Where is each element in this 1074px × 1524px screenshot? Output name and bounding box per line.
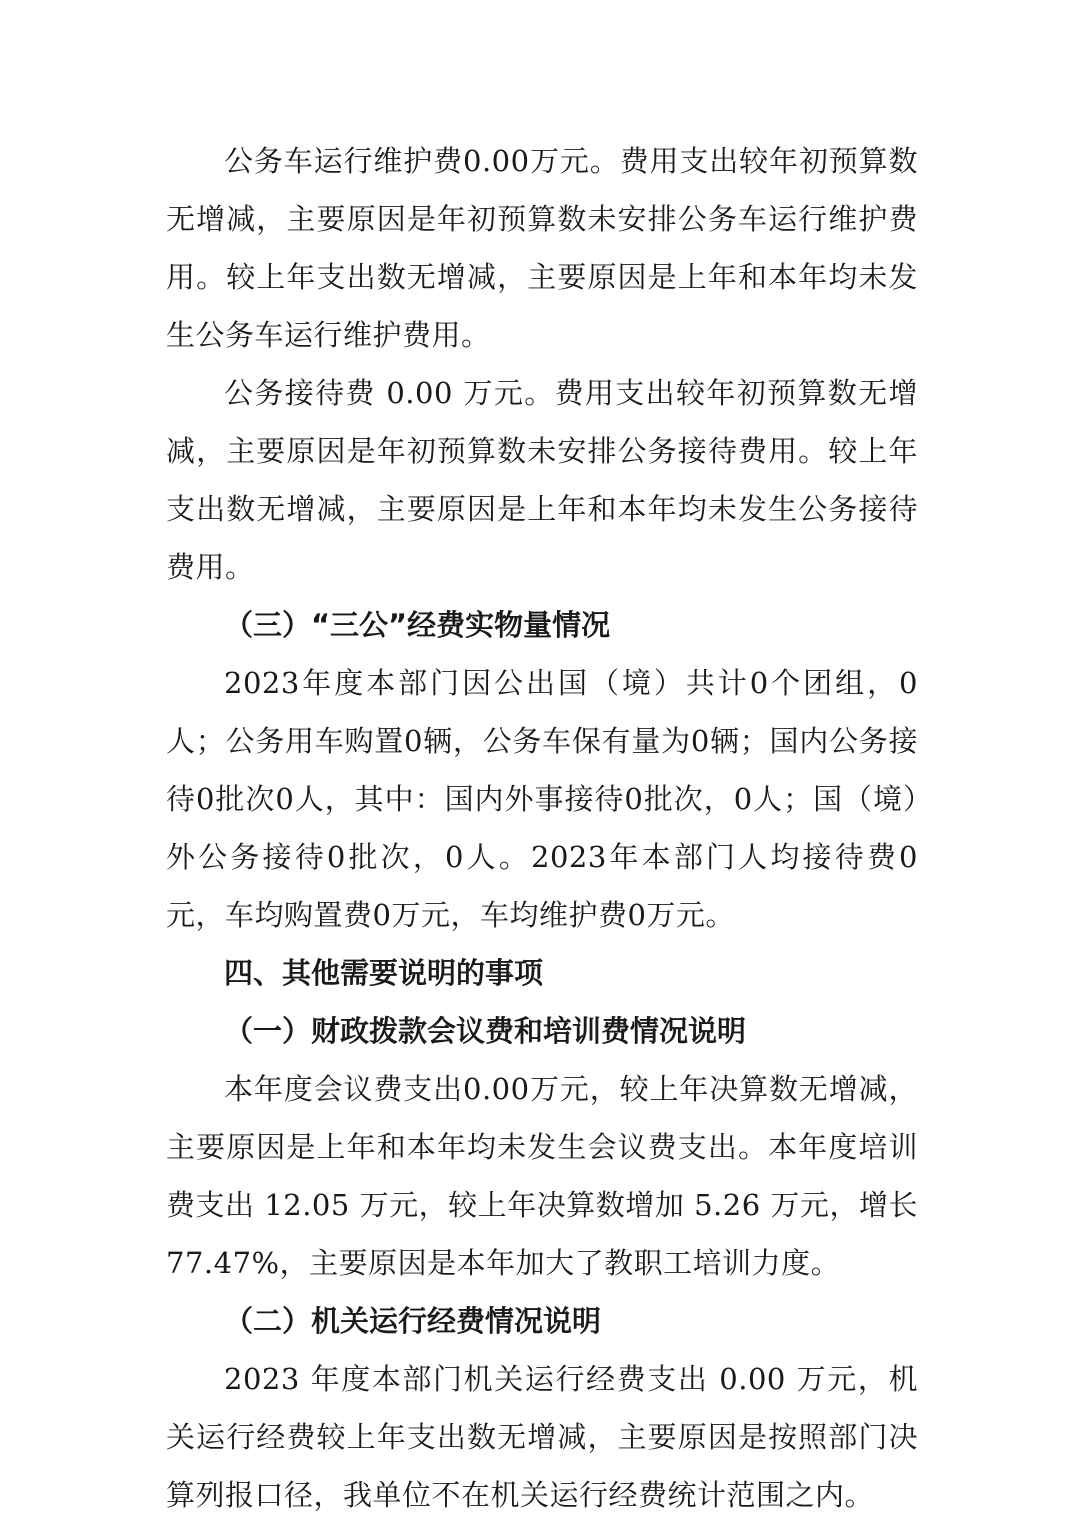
heading-three-public-physical: （三）“三公”经费实物量情况 <box>224 608 611 642</box>
paragraph-reception: 公务接待费 0.00 万元。费用支出较年初预算数无增减，主要原因是年初预算数未安排公务接待费用。较上年支出数无增减，主要原因是上年和本年均未发生公务接待费用。 <box>166 376 918 584</box>
heading-meeting-training: （一）财政拨款会议费和培训费情况说明 <box>224 1014 747 1048</box>
heading-operating-expenses: （二）机关运行经费情况说明 <box>224 1304 602 1338</box>
paragraph-operating-expenses: 2023 年度本部门机关运行经费支出 0.00 万元，机关运行经费较上年支出数无增减，主要原因是按照部门决算列报口径，我单位不在机关运行经费统计范围之内。 <box>166 1362 918 1512</box>
paragraph-physical-quantity: 2023年度本部门因公出国（境）共计0个团组，0人；公务用车购置0辆，公务车保有量为0辆；国内公务接待0批次0人，其中：国内外事接待0批次，0人；国（境）外公务接待0批次，0人。2023年本部门人均接待费0元，车均购置费0万元，车均维护费0万元。 <box>166 666 918 932</box>
heading-section-four: 四、其他需要说明的事项 <box>224 956 544 990</box>
paragraph-vehicle-maintenance: 公务车运行维护费0.00万元。费用支出较年初预算数无增减，主要原因是年初预算数未安排公务车运行维护费用。较上年支出数无增减，主要原因是上年和本年均未发生公务车运行维护费用。 <box>166 144 918 352</box>
paragraph-meeting-training: 本年度会议费支出0.00万元，较上年决算数无增减，主要原因是上年和本年均未发生会议费支出。本年度培训费支出 12.05 万元，较上年决算数增加 5.26 万元，增长 77.47%，主要原因是本年加大了教职工培训力度。 <box>166 1072 918 1280</box>
document-page <box>166 132 918 1524</box>
